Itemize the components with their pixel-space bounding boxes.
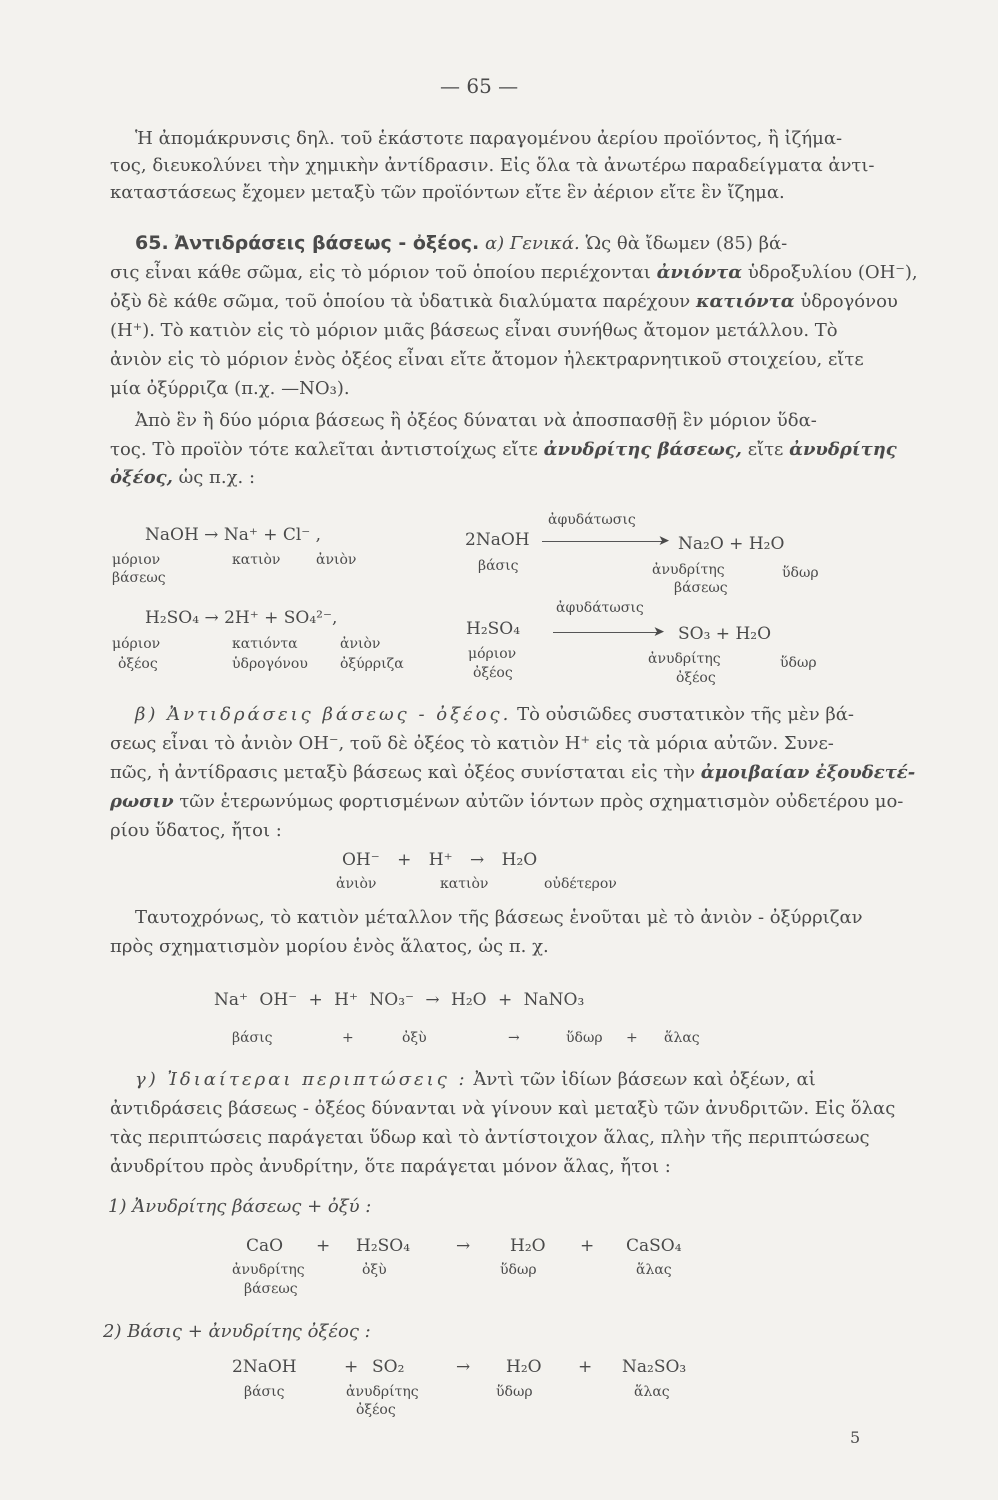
- equation-naoh-dissociation: NaOH → Na⁺ + Cl⁻ ,: [145, 525, 322, 545]
- case1-arrow: →: [456, 1236, 471, 1256]
- case2-plus-2: +: [578, 1357, 593, 1377]
- section-number: 65.: [135, 232, 169, 254]
- text-span: ὑδροξυλίου (OH⁻),: [747, 262, 918, 283]
- page-number: — 65 —: [440, 74, 519, 98]
- text-span: ὀξὺ δὲ κάθε σῶμα, τοῦ ὁποίου τὰ ὑδατικὰ διαλύματα παρέχουν: [110, 291, 691, 312]
- case2-so2: SO₂: [372, 1357, 405, 1377]
- emphasis-span: ἀνιόντα: [656, 262, 743, 283]
- case1-plus: +: [316, 1236, 331, 1256]
- eq1-label-base: βάσεως: [112, 570, 166, 586]
- eq4-left: H₂SO₄: [466, 619, 521, 639]
- section-line-3: [110, 291, 898, 313]
- part-c-line-1: [135, 1069, 816, 1091]
- part-b-line-2: σεως εἶναι τὸ ἀνιὸν OH⁻, τοῦ δὲ ὀξέος τὸ κατιὸν H⁺ εἰς τὰ μόρια αὐτῶν. Συνε-: [110, 733, 834, 754]
- intro-line-1: Ἡ ἀπομάκρυνσις δηλ. τοῦ ἑκάστοτε παραγομένου ἀερίου προϊόντος, ἢ ἰζήμα-: [135, 128, 843, 149]
- case2-na2so3: Na₂SO₃: [622, 1357, 687, 1377]
- part-b-line-6: Ταυτοχρόνως, τὸ κατιὸν μέταλλον τῆς βάσεως ἑνοῦται μὲ τὸ ἀνιὸν - ὀξύρριζαν: [135, 907, 863, 928]
- arrow-right-icon: ➤: [658, 533, 670, 549]
- case2-label-salt: ἅλας: [634, 1384, 670, 1400]
- eq3-label-oxyradical: ὀξύρριζα: [340, 656, 404, 672]
- neutral-eq-label-cation: κατιὸν: [440, 876, 489, 892]
- eq2-left: 2NaOH: [465, 530, 530, 550]
- case2-h2o: H₂O: [506, 1357, 542, 1377]
- emphasis-span: κατιόντα: [695, 291, 795, 312]
- eq2-over-label: ἀφυδάτωσις: [548, 512, 636, 528]
- case1-caso4: CaSO₄: [626, 1236, 682, 1256]
- part-c-line-4: ἀνυδρίτου πρὸς ἀνυδρίτην, ὅτε παράγεται μόνον ἅλας, ἤτοι :: [110, 1156, 671, 1177]
- part-b-line-3: [110, 762, 915, 784]
- intro-line-3: καταστάσεως ἔχομεν μεταξὺ τῶν προϊόντων εἴτε ἓν ἀέριον εἴτε ἓν ἴζημα.: [110, 182, 785, 203]
- eq4-label-anhydride: ἀνυδρίτης: [648, 651, 721, 667]
- case-1-heading: 1) Ἀνυδρίτης βάσεως + ὀξύ :: [108, 1196, 372, 1217]
- salt-eq-label-base: βάσις: [232, 1030, 273, 1046]
- eq4-label-water: ὕδωρ: [780, 655, 817, 671]
- neutral-eq-label-neutral: οὐδέτερον: [544, 876, 617, 892]
- emphasis-span: ρωσιν: [110, 791, 174, 812]
- salt-eq-label-water: ὕδωρ: [566, 1030, 603, 1046]
- text-span: εἴτε: [747, 439, 784, 460]
- eq2-arrow-shaft: [542, 541, 662, 542]
- part-b-line-5: ρίου ὕδατος, ἤτοι :: [110, 820, 282, 841]
- text-span: πῶς, ἡ ἀντίδρασις μεταξὺ βάσεως καὶ ὀξέος συνίσταται εἰς τὴν: [110, 762, 696, 783]
- equation-h2so4-dissociation: H₂SO₄ → 2H⁺ + SO₄²⁻,: [145, 608, 338, 628]
- neutralization-equation: OH⁻ + H⁺ → H₂O: [342, 850, 538, 870]
- case2-label-anhydride: ἀνυδρίτης: [346, 1384, 419, 1400]
- eq4-label-acid: ὀξέος: [473, 665, 513, 681]
- section-line-2: [110, 262, 918, 284]
- section-line-9: [110, 467, 255, 489]
- section-line-6: μία ὀξύρριζα (π.χ. —NO₃).: [110, 378, 350, 399]
- salt-formation-equation: Na⁺ OH⁻ + H⁺ NO₃⁻ → H₂O + NaNO₃: [214, 990, 585, 1010]
- eq2-label-water: ὕδωρ: [782, 565, 819, 581]
- part-c-line-2: ἀντιδράσεις βάσεως - ὀξέος δύνανται νὰ γίνουν καὶ μεταξὺ τῶν ἀνυδριτῶν. Εἰς ὅλας: [110, 1098, 896, 1119]
- salt-eq-label-plus: +: [342, 1030, 354, 1046]
- eq4-right: SO₃ + H₂O: [678, 624, 772, 644]
- eq2-right: Na₂O + H₂O: [678, 534, 785, 554]
- arrow-right-icon: ➤: [653, 624, 665, 640]
- section-line-5: ἀνιὸν εἰς τὸ μόριον ἑνὸς ὀξέος εἶναι εἴτε ἄτομον ἠλεκτραρνητικοῦ στοιχείου, εἴτε: [110, 349, 864, 370]
- eq3-label-hydrogen: ὑδρογόνου: [232, 656, 308, 672]
- case2-naoh: 2NaOH: [232, 1357, 297, 1377]
- text-span: Ἀντὶ τῶν ἰδίων βάσεων καὶ ὀξέων, αἱ: [473, 1069, 816, 1090]
- section-line-7: Ἀπὸ ἓν ἢ δύο μόρια βάσεως ἢ ὀξέος δύναται νὰ ἀποσπασθῇ ἓν μόριον ὕδα-: [135, 410, 817, 431]
- part-c-label: γ) Ἰδιαίτεραι περιπτώσεις :: [135, 1069, 468, 1090]
- case1-label-of-base: βάσεως: [244, 1281, 298, 1297]
- case2-label-water: ὕδωρ: [496, 1384, 533, 1400]
- case-2-heading: 2) Βάσις + ἀνυδρίτης ὀξέος :: [103, 1321, 371, 1342]
- case1-plus-2: +: [580, 1236, 595, 1256]
- eq2-label-base: βάσις: [478, 558, 519, 574]
- eq1-label-molecule: μόριον: [112, 552, 161, 568]
- case1-h2so4: H₂SO₄: [356, 1236, 411, 1256]
- part-b-line-4: [110, 791, 903, 813]
- salt-eq-label-salt: ἅλας: [664, 1030, 700, 1046]
- eq4-label-of-acid: ὀξέος: [676, 670, 716, 686]
- text-span: Τὸ οὐσιῶδες συστατικὸν τῆς μὲν βά-: [517, 704, 855, 725]
- emphasis-span: ὀξέος,: [110, 467, 173, 488]
- case2-label-base: βάσις: [244, 1384, 285, 1400]
- salt-eq-label-acid: ὀξὺ: [402, 1030, 427, 1046]
- text-span: σις εἶναι κάθε σῶμα, εἰς τὸ μόριον τοῦ ὁποίου περιέχονται: [110, 262, 651, 283]
- text-span: τῶν ἑτερωνύμως φορτισμένων αὐτῶν ἰόντων πρὸς σχηματισμὸν οὐδετέρου μο-: [179, 791, 904, 812]
- eq1-label-anion: ἀνιὸν: [316, 552, 357, 568]
- case1-h2o: H₂O: [510, 1236, 546, 1256]
- text-span: τος. Τὸ προϊὸν τότε καλεῖται ἀντιστοίχως εἴτε: [110, 439, 538, 460]
- intro-line-2: τος, διευκολύνει τὴν χημικὴν ἀντίδρασιν. Εἰς ὅλα τὰ ἀνωτέρω παραδείγματα ἀντι-: [110, 155, 875, 176]
- emphasis-span: ἀμοιβαίαν ἐξουδετέ-: [700, 762, 916, 783]
- footer-page-number: 5: [850, 1428, 861, 1447]
- part-b-line-7: πρὸς σχηματισμὸν μορίου ἑνὸς ἅλατος, ὡς π. χ.: [110, 936, 549, 957]
- salt-eq-label-plus-2: +: [626, 1030, 638, 1046]
- eq3-label-molecule: μόριον: [112, 636, 161, 652]
- eq1-label-cation: κατιὸν: [232, 552, 281, 568]
- section-line-4: (H⁺). Τὸ κατιὸν εἰς τὸ μόριον μιᾶς βάσεως εἶναι συνήθως ἄτομον μετάλλου. Τὸ: [110, 320, 838, 341]
- eq4-label-molecule: μόριον: [468, 646, 517, 662]
- case2-plus: +: [344, 1357, 359, 1377]
- part-b-line-1: [135, 704, 854, 726]
- case1-cao: CaO: [246, 1236, 284, 1256]
- text-span: ὑδρογόνου: [800, 291, 898, 312]
- case1-label-anhydride: ἀνυδρίτης: [232, 1262, 305, 1278]
- eq4-arrow-shaft: [553, 632, 657, 633]
- salt-eq-label-arrow: →: [508, 1030, 520, 1046]
- eq4-over-label: ἀφυδάτωσις: [556, 600, 644, 616]
- section-line-1-rest: Ὡς θὰ ἴδωμεν (85) βά-: [585, 233, 788, 254]
- case1-label-acid: ὀξὺ: [362, 1262, 387, 1278]
- section-line-8: [110, 439, 897, 461]
- text-span: ὡς π.χ. :: [178, 467, 256, 488]
- eq2-label-anhydride: ἀνυδρίτης: [652, 562, 725, 578]
- eq3-label-cations: κατιόντα: [232, 636, 298, 652]
- emphasis-span: ἀνυδρίτης: [789, 439, 897, 460]
- case2-label-of-acid: ὀξέος: [356, 1402, 396, 1418]
- section-title: Ἀντιδράσεις βάσεως - ὀξέος.: [174, 232, 480, 254]
- subsection-a-label: α) Γενικά.: [485, 233, 580, 254]
- part-c-line-3: τὰς περιπτώσεις παράγεται ὕδωρ καὶ τὸ ἀντίστοιχον ἅλας, πλὴν τῆς περιπτώσεως: [110, 1127, 870, 1148]
- case1-label-water: ὕδωρ: [500, 1262, 537, 1278]
- eq3-label-anion: ἀνιὸν: [340, 636, 381, 652]
- eq3-label-acid: ὀξέος: [118, 656, 158, 672]
- emphasis-span: ἀνυδρίτης βάσεως,: [543, 439, 742, 460]
- case1-label-salt: ἅλας: [636, 1262, 672, 1278]
- part-b-label: β) Ἀντιδράσεις βάσεως - ὀξέος.: [135, 704, 512, 725]
- neutral-eq-label-anion: ἀνιὸν: [336, 876, 377, 892]
- case2-arrow: →: [456, 1357, 471, 1377]
- eq2-label-of-base: βάσεως: [674, 580, 728, 596]
- section-heading-line: [135, 232, 787, 255]
